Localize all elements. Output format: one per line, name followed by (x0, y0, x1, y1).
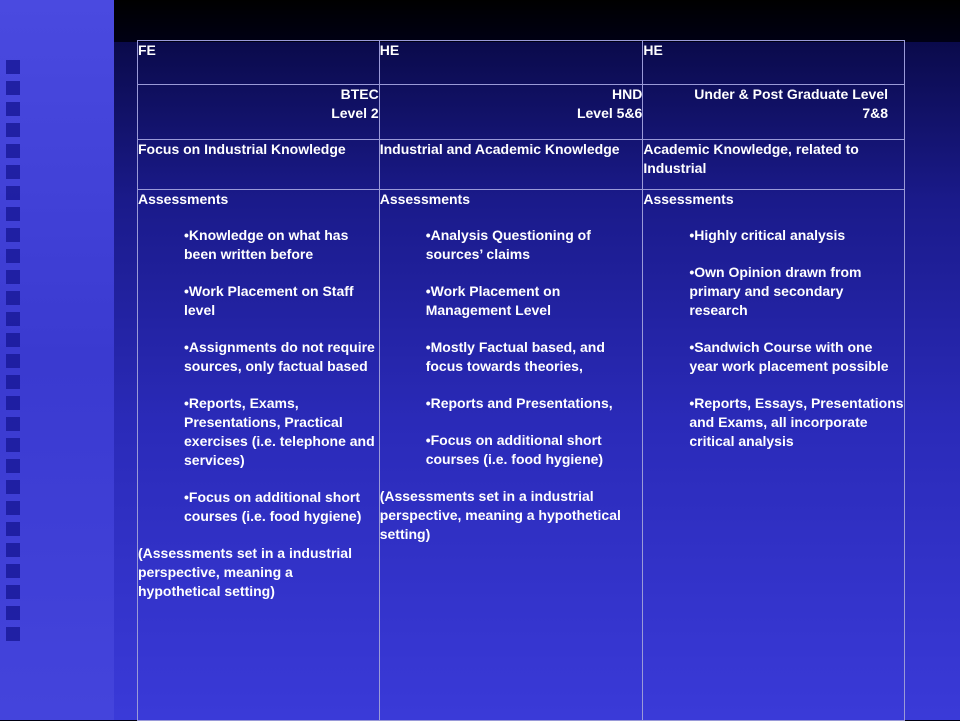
level-row (138, 85, 905, 140)
list-item: • Focus on additional short courses (i.e. food hygiene) (184, 488, 379, 526)
list-item: • Reports, Essays, Presentations and Exams, all incorporate critical analysis (689, 394, 904, 451)
assessments-cell (138, 190, 380, 721)
assessments-cell (643, 190, 905, 721)
qualification-name: Under & Post Graduate Level (694, 86, 888, 102)
assessment-list (138, 226, 379, 526)
list-item: • Work Placement on Management Level (426, 282, 643, 320)
level-cell (379, 85, 643, 140)
focus-row (138, 140, 905, 190)
list-item: • Reports and Presentations, (426, 394, 643, 413)
list-item: • Knowledge on what has been written before (184, 226, 379, 264)
assessments-title: Assessments (379, 191, 470, 207)
qualification-level: 7&8 (862, 105, 888, 121)
list-item: • Focus on additional short courses (i.e. food hygiene) (426, 431, 643, 469)
qualification-name: BTEC (340, 86, 379, 102)
comparison-table (137, 40, 905, 721)
list-item: • Mostly Factual based, and focus towards theories, (426, 338, 643, 376)
list-item: • Work Placement on Staff level (184, 282, 379, 320)
assessments-row (138, 190, 905, 721)
qualification-level: Level 2 (331, 105, 379, 121)
list-item: • Sandwich Course with one year work placement possible (689, 338, 904, 376)
assessment-note: (Assessments set in a industrial perspective, meaning a hypothetical setting) (379, 488, 621, 542)
list-item: • Own Opinion drawn from primary and secondary research (689, 263, 904, 320)
top-dark-band (114, 0, 960, 42)
qualification-level: Level 5&6 (576, 105, 643, 121)
assessment-list (380, 226, 643, 469)
focus-cell: Academic Knowledge, related to Industrial (643, 140, 905, 190)
list-item: • Analysis Questioning of sources’ claims (426, 226, 643, 264)
qualification-name: HND (612, 86, 643, 102)
column-header-he: HE (379, 41, 643, 85)
level-cell (138, 85, 380, 140)
assessment-list (643, 226, 904, 451)
header-row (138, 41, 905, 85)
list-item: • Assignments do not require sources, only factual based (184, 338, 379, 376)
left-decorative-strip (0, 0, 114, 720)
level-cell (643, 85, 905, 140)
list-item: • Reports, Exams, Presentations, Practical exercises (i.e. telephone and services) (184, 394, 379, 470)
focus-cell: Industrial and Academic Knowledge (379, 140, 643, 190)
assessment-note: (Assessments set in a industrial perspective, meaning a hypothetical setting) (138, 545, 352, 599)
assessments-title: Assessments (643, 191, 734, 207)
list-item: • Highly critical analysis (689, 226, 904, 245)
assessments-cell (379, 190, 643, 721)
decorative-squares (6, 60, 28, 648)
assessments-title: Assessments (138, 191, 229, 207)
column-header-fe: FE (138, 41, 380, 85)
column-header-he: HE (643, 41, 905, 85)
focus-cell: Focus on Industrial Knowledge (138, 140, 380, 190)
